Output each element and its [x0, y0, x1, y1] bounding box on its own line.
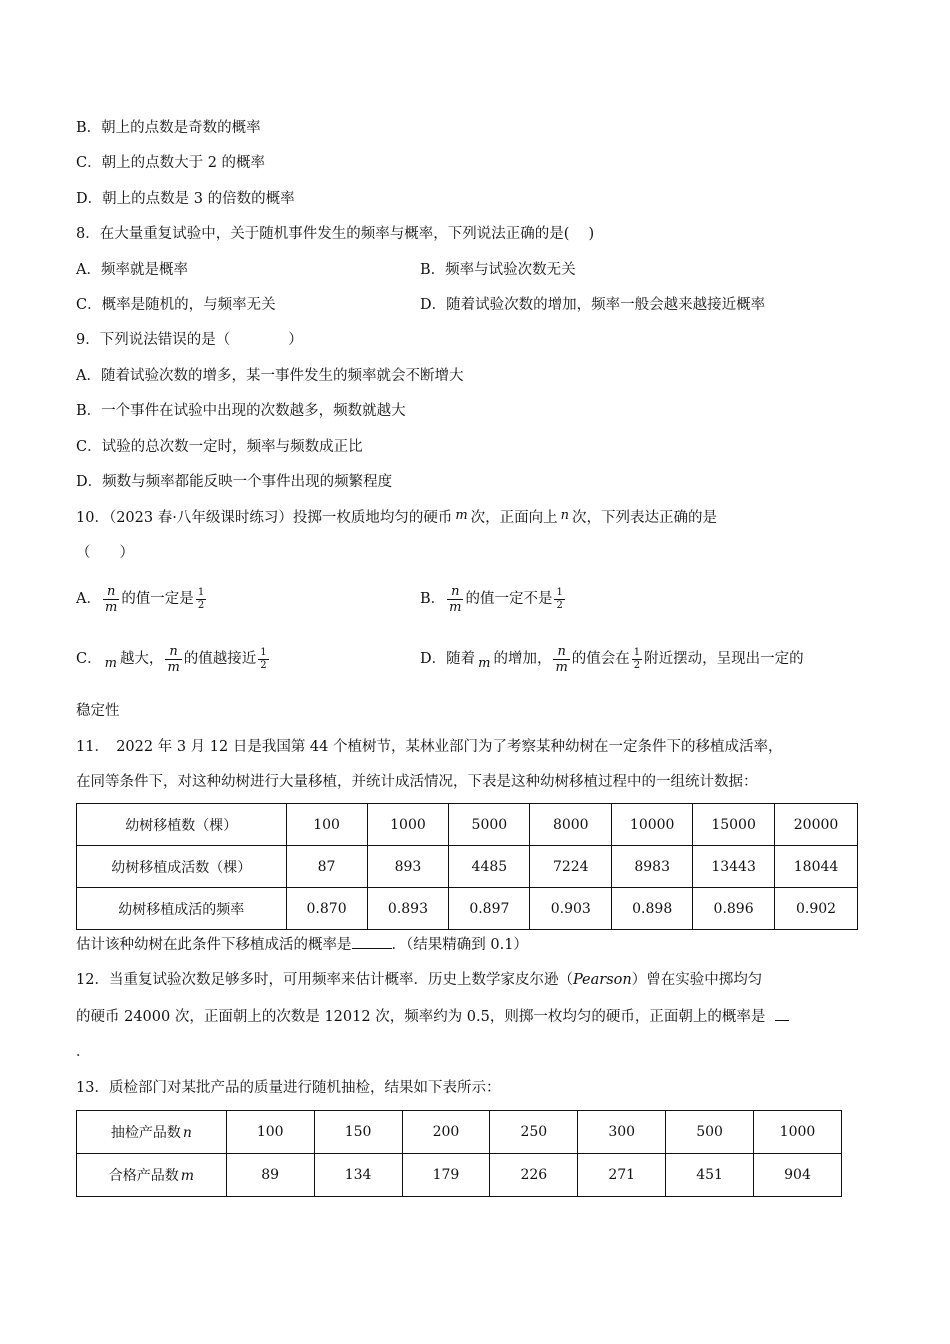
table-cell: 0.896	[693, 888, 775, 930]
q9-option-b: B．一个事件在试验中出现的次数越多，频数就越大	[76, 403, 406, 419]
table-cell: 4485	[449, 846, 530, 888]
q10-var-m: m	[455, 508, 468, 523]
q10-c-text1: 越大，	[119, 651, 164, 667]
q9-option-a: A．随着试验次数的增多，某一事件发生的频率就会不断增大	[76, 368, 464, 384]
table-cell: 271	[578, 1154, 666, 1197]
q11-answer-line	[76, 934, 528, 955]
table-cell: 1000	[367, 804, 449, 846]
q10-d-var-m: m	[478, 656, 491, 671]
q10-option-d-cont: 稳定性	[76, 703, 120, 719]
table-cell: 100	[286, 804, 367, 846]
q8-stem: 8．在大量重复试验中，关于随机事件发生的频率与概率，下列说法正确的是( )	[76, 226, 595, 242]
q13-table	[76, 1110, 842, 1197]
table-cell: 幼树移植成活数（棵）	[77, 846, 287, 888]
table-cell: 7224	[530, 846, 612, 888]
q12-line1-a: 12．当重复试验次数足够多时，可用频率来估计概率．历史上数学家皮尔逊（	[76, 972, 573, 988]
table-cell: 150	[314, 1111, 402, 1154]
answer-blank[interactable]	[352, 934, 392, 949]
table-cell: 134	[314, 1154, 402, 1197]
q9-option-c: C．试验的总次数一定时，频率与频数成正比	[76, 439, 363, 455]
q9-option-d: D．频数与频率都能反映一个事件出现的频繁程度	[76, 474, 393, 490]
q12-line1	[76, 970, 762, 990]
q10-d-text2: 的值会在	[571, 651, 630, 667]
fraction-one-half: $\frac{1}{2}$	[633, 646, 641, 671]
q10-stem-b: 次，正面向上	[470, 510, 558, 526]
q10-option-c	[76, 640, 271, 679]
table-cell: 抽检产品数 n	[77, 1111, 227, 1154]
q11-line1: 11． 2022 年 3 月 12 日是我国第 44 个植树节，某林业部门为了考察某种幼树在一定条件下的移植成活率，	[76, 739, 783, 755]
q7-option-c: C．朝上的点数大于 2 的概率	[76, 155, 266, 171]
fraction-one-half: $\frac{1}{2}$	[260, 646, 267, 671]
table-cell: 451	[666, 1154, 754, 1197]
q10-c-var-m: m	[104, 656, 117, 671]
q10-var-n: n	[560, 508, 570, 523]
table-cell: 200	[402, 1111, 490, 1154]
table-row	[77, 888, 858, 930]
table-cell: 300	[578, 1111, 666, 1154]
q10-stem	[76, 508, 717, 529]
q10-c-label: C．	[76, 651, 102, 667]
q8-option-d: D．随着试验次数的增加，频率一般会越来越接近概率	[420, 297, 766, 313]
q13-stem: 13．质检部门对某批产品的质量进行随机抽检，结果如下表所示：	[76, 1080, 501, 1096]
q8-option-b: B．频率与试验次数无关	[420, 262, 576, 278]
table-cell: 250	[490, 1111, 578, 1154]
q10-c-text2: 的值越接近	[183, 651, 257, 667]
q10-a-text: 的值一定是	[121, 591, 194, 607]
table-cell: 合格产品数 m	[77, 1154, 227, 1197]
table-cell: 89	[226, 1154, 314, 1197]
table-cell: 8983	[612, 846, 693, 888]
q7-option-d: D．朝上的点数是 3 的倍数的概率	[76, 191, 295, 207]
q10-d-label: D．随着	[420, 651, 476, 667]
q12-pearson: Pearson	[572, 972, 632, 988]
q11-table	[76, 803, 858, 930]
q8-option-c: C．概率是随机的，与频率无关	[76, 297, 276, 313]
q10-option-d	[420, 640, 804, 679]
q8-option-a: A．频率就是概率	[76, 262, 188, 278]
q10-b-text: 的值一定不是	[465, 591, 553, 607]
table-cell: 179	[402, 1154, 490, 1197]
q10-stem-c: 次，下列表达正确的是	[572, 510, 718, 526]
fraction-n-over-m: $\frac{n}{m}$	[555, 643, 568, 675]
table-cell: 13443	[693, 846, 775, 888]
table-row	[77, 1154, 842, 1197]
q11-after-b: ．（结果精确到 0.1）	[391, 937, 528, 953]
table-cell: 0.893	[367, 888, 449, 930]
fraction-n-over-m: $\frac{n}{m}$	[167, 643, 180, 675]
table-cell: 0.903	[530, 888, 612, 930]
table-cell: 8000	[530, 804, 612, 846]
table-cell: 幼树移植数（棵）	[77, 804, 287, 846]
table-cell: 幼树移植成活的频率	[77, 888, 287, 930]
table-cell: 0.897	[449, 888, 530, 930]
fraction-n-over-m: $\frac{n}{m}$	[104, 583, 118, 615]
table-cell: 0.870	[286, 888, 367, 930]
q10-option-a	[76, 580, 208, 618]
table-cell: 0.898	[612, 888, 693, 930]
q10-stem-a: 10．（2023 春·八年级课时练习）投掷一枚质地均匀的硬币	[76, 510, 453, 526]
q13-var-m: m	[180, 1168, 195, 1184]
fraction-n-over-m: $\frac{n}{m}$	[449, 583, 462, 615]
q10-d-text1: 的增加，	[493, 651, 552, 667]
table-cell: 500	[666, 1111, 754, 1154]
q12-line3: ．	[76, 1044, 91, 1060]
q11-line2: 在同等条件下，对这种幼树进行大量移植，并统计成活情况，下表是这种幼树移植过程中的一组统计数据：	[76, 774, 758, 790]
table-cell: 226	[490, 1154, 578, 1197]
q10-d-text3: 附近摆动，呈现出一定的	[644, 651, 804, 667]
table-row	[77, 804, 858, 846]
table-cell: 10000	[612, 804, 693, 846]
table-cell: 0.902	[775, 888, 858, 930]
table-cell: 1000	[754, 1111, 842, 1154]
q12-line1-b: ）曾在实验中掷均匀	[631, 972, 763, 988]
q11-after-a: 估计该种幼树在此条件下移植成活的概率是	[76, 937, 352, 953]
table-cell: 100	[226, 1111, 314, 1154]
q10-paren: （ ）	[76, 545, 134, 561]
table-cell: 18044	[775, 846, 858, 888]
q10-option-b	[420, 580, 567, 618]
q10-b-label: B．	[420, 591, 446, 607]
q10-a-label: A．	[76, 591, 101, 607]
table-cell: 20000	[775, 804, 858, 846]
fraction-one-half: $\frac{1}{2}$	[197, 586, 205, 611]
table-cell: 87	[286, 846, 367, 888]
table-cell: 15000	[693, 804, 775, 846]
q9-stem: 9．下列说法错误的是（ ）	[76, 332, 303, 348]
table-row	[77, 846, 858, 888]
table-cell: 904	[754, 1154, 842, 1197]
answer-blank[interactable]	[775, 1006, 789, 1021]
q7-option-b: B．朝上的点数是奇数的概率	[76, 120, 261, 136]
table-cell: 5000	[449, 804, 530, 846]
q12-line2-text: 的硬币 24000 次，正面朝上的次数是 12012 次，频率约为 0.5，则掷一枚均匀的硬币，正面朝上的概率是	[76, 1009, 766, 1025]
table-cell: 893	[367, 846, 449, 888]
q13-var-n: n	[182, 1125, 192, 1141]
q12-line2	[76, 1006, 789, 1027]
table-row	[77, 1111, 842, 1154]
fraction-one-half: $\frac{1}{2}$	[556, 586, 563, 611]
